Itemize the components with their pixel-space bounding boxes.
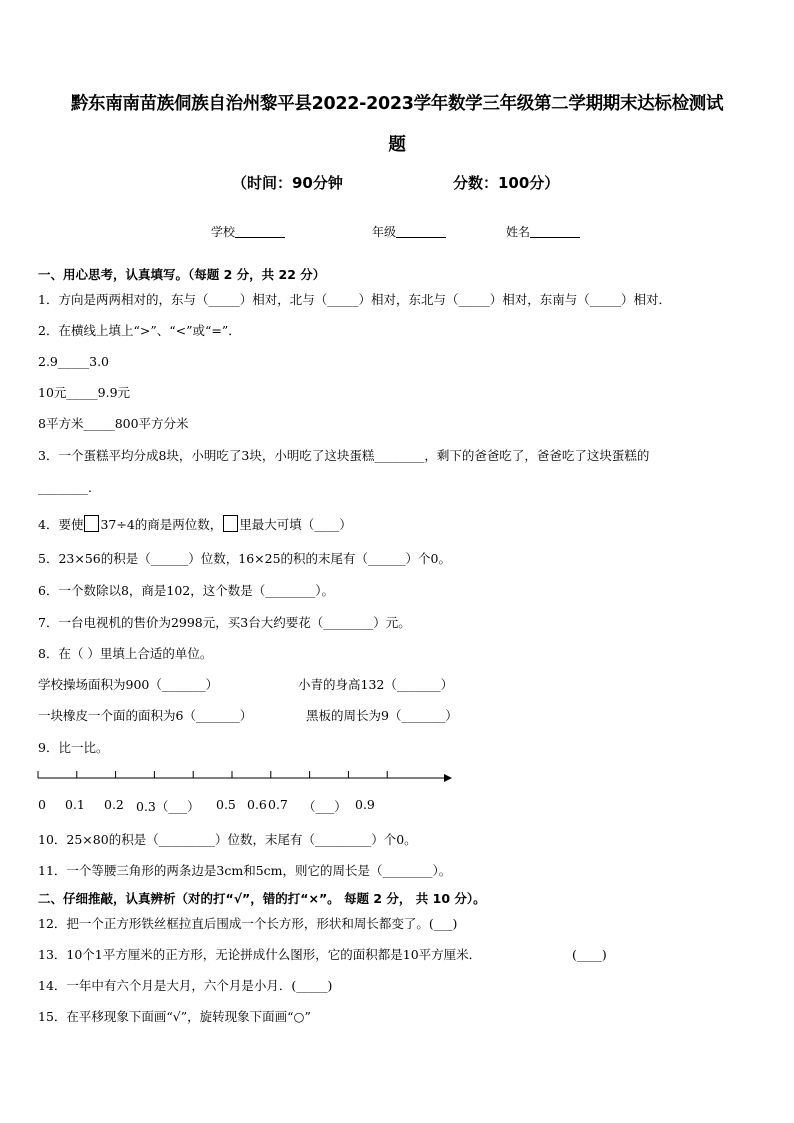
digit-box[interactable] xyxy=(223,515,238,532)
question-9: 9．比一比。 xyxy=(38,740,109,755)
tick-label: 0.3（___） xyxy=(136,799,200,814)
grade-label: 年级 xyxy=(372,225,397,239)
tick-label: 0.1 xyxy=(65,797,85,812)
number-line xyxy=(36,766,456,786)
question-4-mid: 37÷4的商是两位数， xyxy=(100,517,223,532)
question-5: 5．23×56的积是（______）位数，16×25的积的末尾有（______）个0。 xyxy=(38,551,451,566)
number-line-labels xyxy=(0,797,794,817)
question-2c: 8平方米_____800平方分米 xyxy=(38,416,189,431)
question-2: 2．在横线上填上“>”、“<”或“=”． xyxy=(38,323,241,338)
question-13-blank[interactable]: (____) xyxy=(572,947,607,962)
question-4 xyxy=(38,515,352,533)
digit-box[interactable] xyxy=(84,515,99,532)
school-label: 学校 xyxy=(211,225,236,239)
tick-label: 0.6 xyxy=(247,797,267,812)
school-blank[interactable] xyxy=(235,225,285,238)
question-3-line1: 3．一个蛋糕平均分成8块，小明吃了3块，小明吃了这块蛋糕________，剩下的爸爸吃了，爸爸吃了这块蛋糕的 xyxy=(38,448,650,463)
question-2a: 2.9_____3.0 xyxy=(38,354,110,369)
name-label: 姓名 xyxy=(506,225,531,239)
question-7: 7．一台电视机的售价为2998元，买3台大约要花（________）元。 xyxy=(38,615,411,630)
tick-label: 0 xyxy=(38,797,46,812)
question-6: 6．一个数除以8，商是102，这个数是（________）。 xyxy=(38,583,335,598)
name-blank[interactable] xyxy=(530,225,580,238)
question-8: 8．在（ ）里填上合适的单位。 xyxy=(38,646,213,661)
question-3-line2: ________. xyxy=(38,480,92,495)
question-2b: 10元_____9.9元 xyxy=(38,385,131,400)
tick-label: 0.5 xyxy=(216,797,236,812)
score-label: 分数：100分） xyxy=(453,174,560,192)
question-15: 15．在平移现象下面画“√”，旋转现象下面画“○” xyxy=(38,1009,311,1024)
exam-title-line2: 题 xyxy=(388,135,406,155)
question-14: 14．一年中有六个月是大月，六个月是小月．(_____) xyxy=(38,978,333,993)
school-field[interactable] xyxy=(211,223,285,240)
tick-label: 0.9 xyxy=(355,797,375,812)
grade-blank[interactable] xyxy=(396,225,446,238)
question-8d: 黑板的周长为9（_______） xyxy=(306,708,458,723)
tick-group xyxy=(38,771,387,778)
arrow-head-icon xyxy=(444,774,452,782)
question-11: 11．一个等腰三角形的两条边是3cm和5cm，则它的周长是（________）。 xyxy=(38,863,452,878)
tick-label: 0.2 xyxy=(104,797,124,812)
question-8c: 一块橡皮一个面的面积为6（_______） xyxy=(38,708,253,723)
question-4-pre: 4．要使 xyxy=(38,517,84,532)
question-8a: 学校操场面积为900（_______） xyxy=(38,677,219,692)
tick-label: （___） xyxy=(303,799,347,814)
grade-field[interactable] xyxy=(372,223,446,240)
question-8b: 小青的身高132（_______） xyxy=(298,677,454,692)
name-field[interactable] xyxy=(506,223,580,240)
section-1-heading: 一、用心思考，认真填写。（每题 2 分，共 22 分） xyxy=(38,267,326,282)
exam-title-line1: 黔东南南苗族侗族自治州黎平县2022-2023学年数学三年级第二学期期末达标检测试 xyxy=(70,94,724,114)
tick-label: 0.7 xyxy=(268,797,288,812)
time-label: （时间：90分钟 xyxy=(232,174,343,192)
question-10: 10．25×80的积是（_________）位数，末尾有（_________）个0。 xyxy=(38,832,417,847)
section-2-heading: 二、仔细推敲，认真辨析（对的打“√”，错的打“×”。 每题 2 分， 共 10 分）。 xyxy=(38,891,486,906)
question-12: 12．把一个正方形铁丝框拉直后围成一个长方形，形状和周长都变了。(___) xyxy=(38,916,458,931)
question-1: 1．方向是两两相对的，东与（_____）相对，北与（_____）相对，东北与（_____）相对，东南与（_____）相对． xyxy=(38,292,671,307)
question-4-post: 里最大可填（____） xyxy=(239,517,352,532)
question-13: 13．10个1平方厘米的正方形，无论拼成什么图形，它的面积都是10平方厘米． xyxy=(38,947,482,962)
